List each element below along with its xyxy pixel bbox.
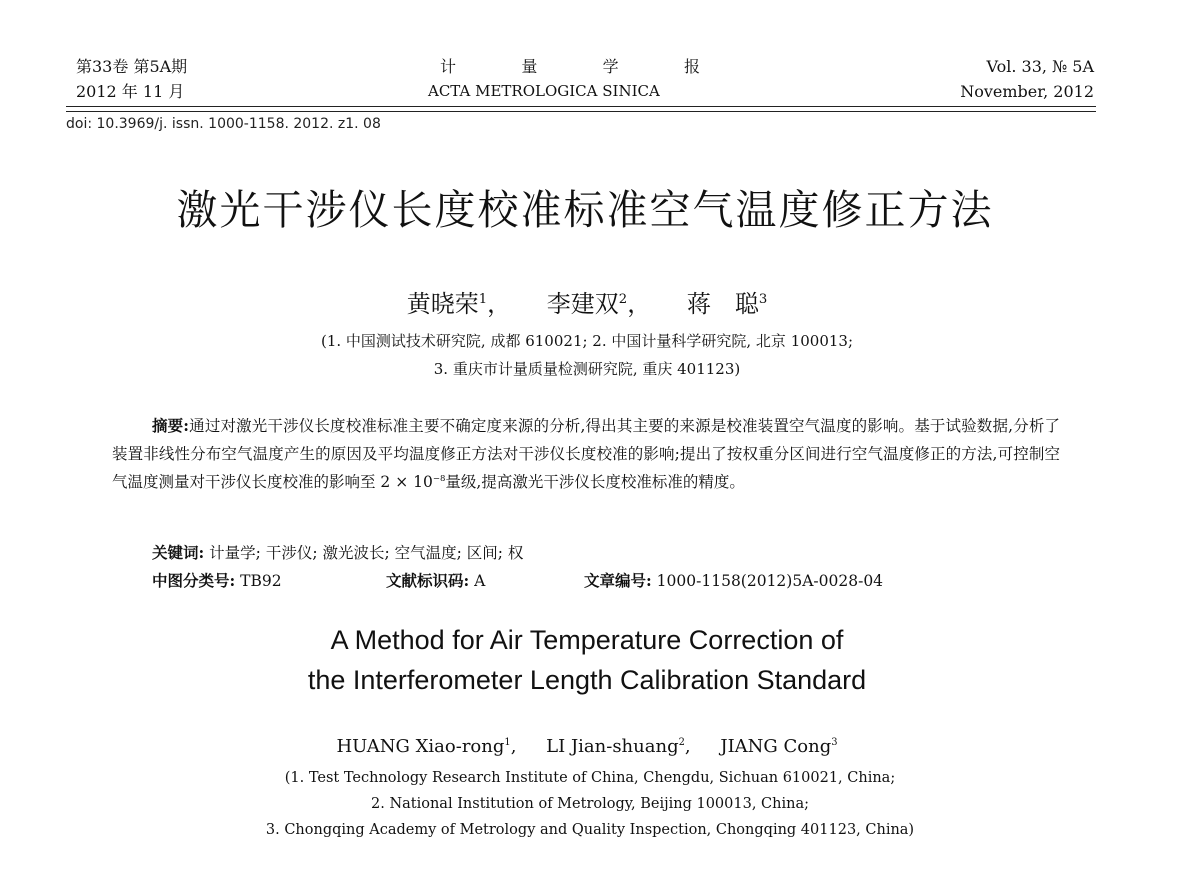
journal-char: 报 bbox=[683, 57, 700, 76]
paper-title-en bbox=[0, 620, 1174, 700]
abstract bbox=[112, 412, 1060, 496]
author-affiliation-mark: 2 bbox=[678, 737, 685, 748]
publication-date-en: November, 2012 bbox=[960, 82, 1094, 101]
author-affiliation-mark: 1 bbox=[504, 737, 511, 748]
author-separator: , bbox=[684, 736, 691, 757]
journal-char: 计 bbox=[440, 57, 457, 76]
author-name: 黄晓荣 bbox=[406, 290, 479, 318]
publication-date-cn: 2012 年 11 月 bbox=[76, 82, 185, 101]
affiliations-en bbox=[0, 765, 1180, 843]
header-right bbox=[960, 54, 1094, 104]
document-code bbox=[386, 569, 485, 591]
journal-char: 量 bbox=[521, 57, 538, 76]
abstract-exponent: −8 bbox=[432, 473, 446, 484]
affiliations-cn bbox=[0, 327, 1174, 383]
author-separator: , bbox=[510, 736, 517, 757]
author-name: 蒋 聪 bbox=[686, 290, 759, 318]
clc-label: 中图分类号: bbox=[152, 571, 236, 590]
author-name: LI Jian-shuang bbox=[546, 736, 679, 757]
author-affiliation-mark: 1 bbox=[478, 292, 488, 307]
abstract-text-end: 量级,提高激光干涉仪长度校准标准的精度。 bbox=[445, 473, 745, 491]
authors-en bbox=[0, 736, 1174, 757]
header-rule-thin bbox=[66, 111, 1096, 112]
doi: doi: 10.3969/j. issn. 1000-1158. 2012. z1. 08 bbox=[66, 116, 381, 132]
keywords-text: 计量学; 干涉仪; 激光波长; 空气温度; 区间; 权 bbox=[209, 544, 524, 562]
keywords-label: 关键词: bbox=[152, 543, 205, 562]
document-code-value: A bbox=[474, 572, 486, 590]
affiliation-line: 3. Chongqing Academy of Metrology and Quality Inspection, Chongqing 401123, China) bbox=[265, 822, 915, 838]
author-separator: ， bbox=[487, 290, 512, 318]
article-number-value: 1000-1158(2012)5A-0028-04 bbox=[656, 572, 884, 590]
clc-number bbox=[152, 569, 282, 591]
volume-issue: 第33卷 第5A期 bbox=[76, 57, 188, 76]
author-affiliation-mark: 3 bbox=[831, 737, 838, 748]
abstract-label: 摘要: bbox=[152, 416, 190, 435]
author-affiliation-mark: 3 bbox=[758, 292, 768, 307]
affiliation-line: (1. 中国测试技术研究院, 成都 610021; 2. 中国计量科学研究院, 北京 100013; bbox=[320, 332, 854, 350]
author-en bbox=[720, 736, 837, 757]
title-en-line: the Interferometer Length Calibration Standard bbox=[307, 665, 867, 695]
header-rule-thick bbox=[66, 106, 1096, 107]
author-name: HUANG Xiao-rong bbox=[336, 736, 505, 757]
affiliation-line: (1. Test Technology Research Institute of China, Chengdu, Sichuan 610021, China; bbox=[284, 770, 896, 786]
title-en-line: A Method for Air Temperature Correction of bbox=[330, 625, 844, 655]
author-en bbox=[546, 736, 690, 757]
affiliation-line: 2. National Institution of Metrology, Beijing 100013, China; bbox=[371, 796, 809, 812]
author-separator: ， bbox=[627, 290, 652, 318]
header-left bbox=[76, 54, 187, 104]
article-number-label: 文章编号: bbox=[584, 571, 652, 590]
author-name: 李建双 bbox=[546, 290, 619, 318]
header-center bbox=[428, 54, 718, 104]
journal-char: 学 bbox=[602, 57, 619, 76]
author-cn bbox=[687, 290, 767, 318]
clc-value: TB92 bbox=[240, 572, 282, 590]
keywords bbox=[152, 541, 523, 563]
document-code-label: 文献标识码: bbox=[386, 571, 470, 590]
affiliation-line: 3. 重庆市计量质量检测研究院, 重庆 401123) bbox=[433, 360, 741, 378]
journal-title-cn bbox=[428, 54, 700, 79]
author-cn bbox=[407, 290, 511, 318]
author-name: JIANG Cong bbox=[720, 736, 832, 757]
authors-cn bbox=[0, 284, 1174, 319]
author-affiliation-mark: 2 bbox=[618, 292, 628, 307]
article-number bbox=[584, 569, 883, 591]
author-en bbox=[336, 736, 516, 757]
journal-title-en: ACTA METROLOGICA SINICA bbox=[428, 82, 660, 100]
paper-title-cn: 激光干涉仪长度校准标准空气温度修正方法 bbox=[176, 186, 994, 234]
volume-number-en: Vol. 33, № 5A bbox=[986, 57, 1094, 76]
abstract-text: 通过对激光干涉仪长度校准标准主要不确定度来源的分析,得出其主要的来源是校准装置空气温度的影响。基于试验数据,分析了装置非线性分布空气温度产生的原因及平均温度修正方法对干涉仪长度校准的影响;提出了按权重分区间进行空气温度修正的方法,可控制空气温度测量对干涉仪长度校准的影响至 2 × 10 bbox=[112, 417, 1060, 491]
author-cn bbox=[547, 290, 651, 318]
